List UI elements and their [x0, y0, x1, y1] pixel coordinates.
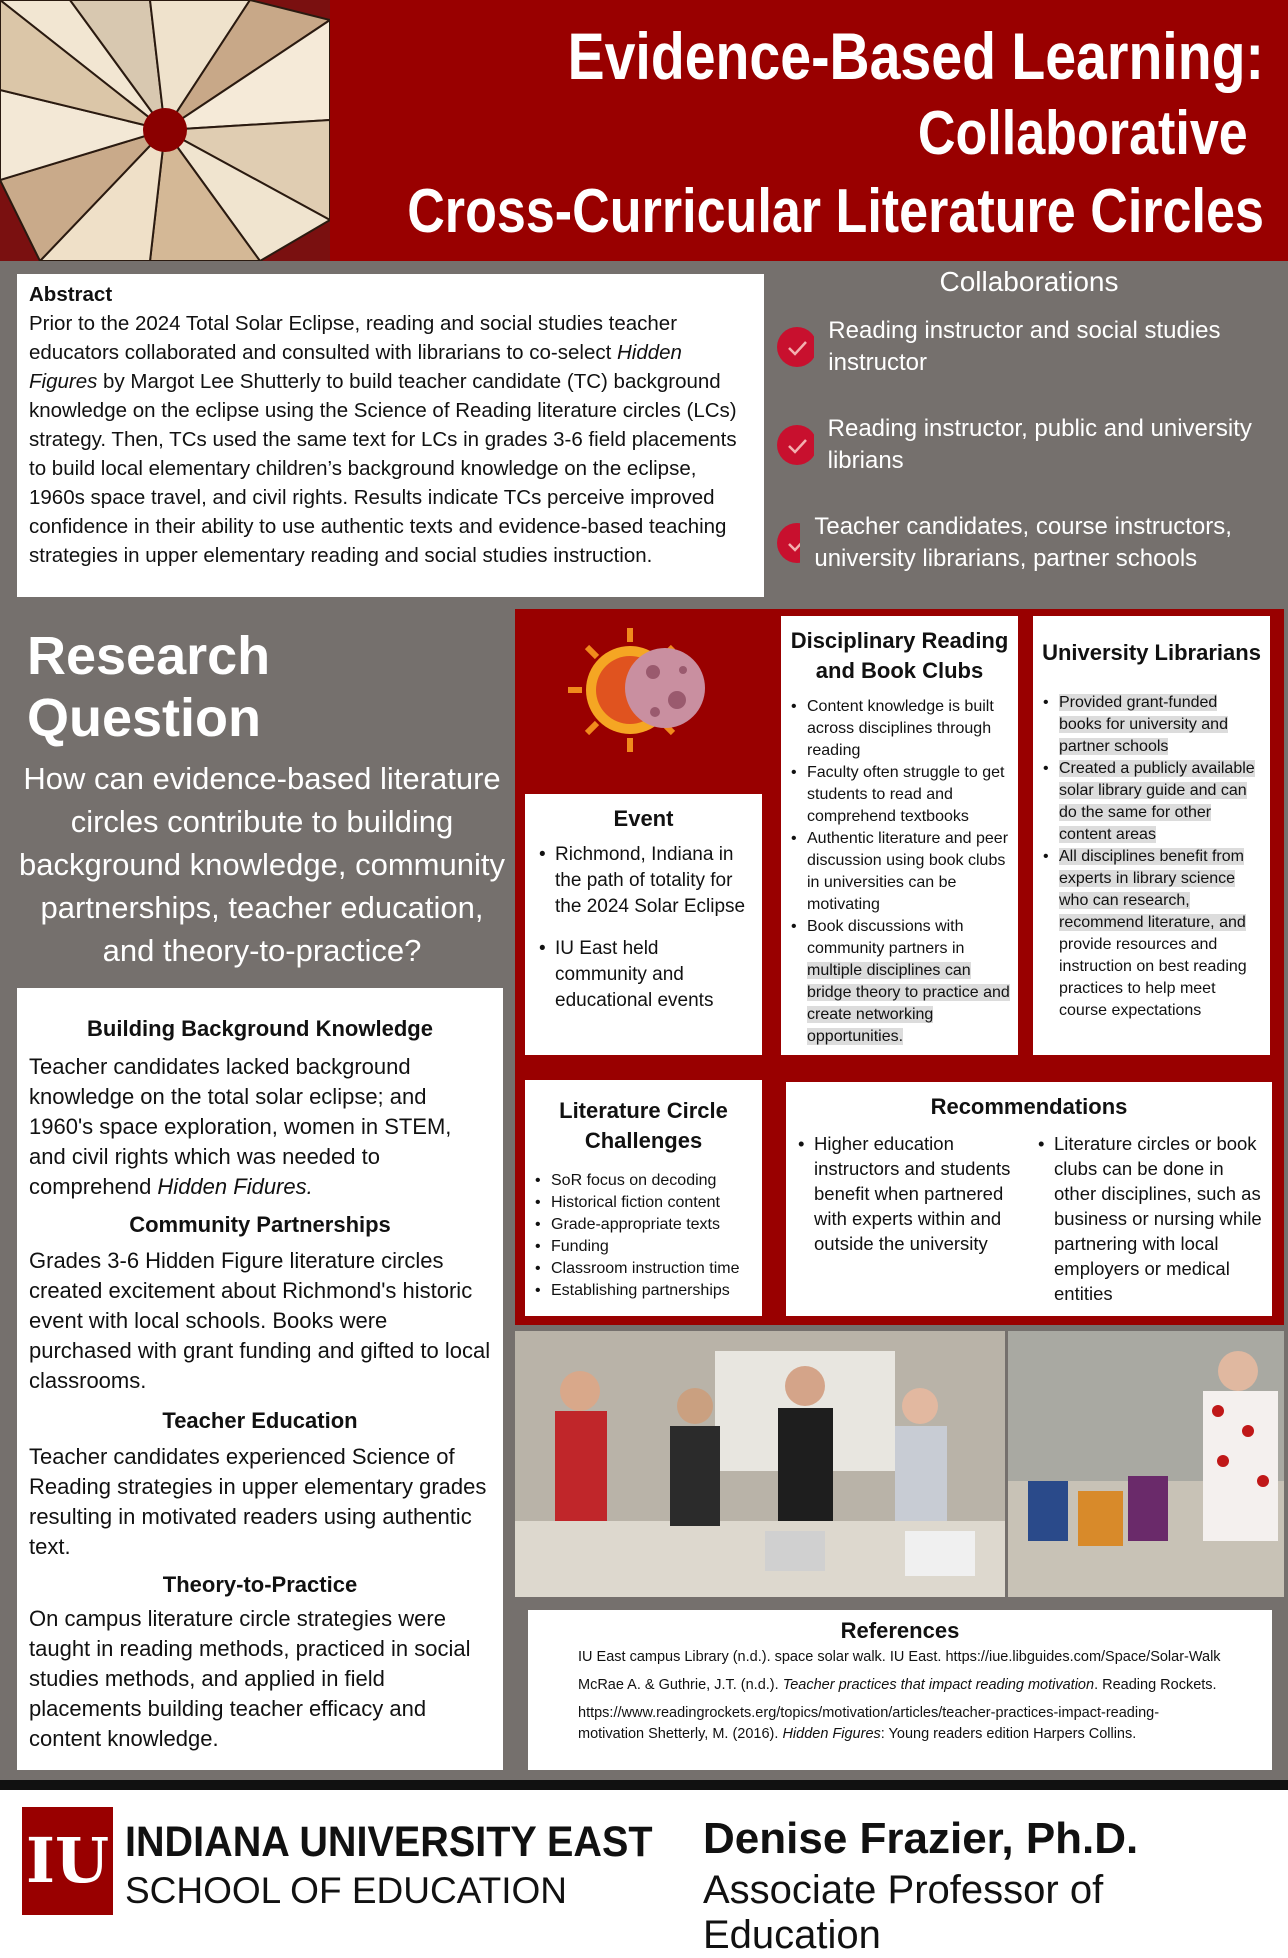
- cp-text: Grades 3-6 Hidden Figure literature circles created excitement about Richmond's historic event with local schools. Books were purchased with grant funding and gifted to local classrooms.: [29, 1248, 491, 1393]
- challenge-item: • Classroom instruction time: [533, 1258, 754, 1280]
- iu-logo: IU: [22, 1807, 113, 1915]
- te-heading: Teacher Education: [162, 1408, 358, 1433]
- librarians-box: [1033, 616, 1270, 1055]
- references-box: [528, 1610, 1272, 1770]
- reference-item: https://www.readingrockets.erg/topics/motivation/articles/teacher-practices-impact-reading-motivation Shetterly, M. (2016). Hidden Figures: Young readers edition Harpers Collins.: [578, 1705, 1160, 1742]
- recommendations-box: [786, 1082, 1272, 1316]
- references-heading: References: [840, 1618, 960, 1643]
- tp-heading: Theory-to-Practice: [162, 1572, 358, 1597]
- abstract-text: Prior to the 2024 Total Solar Eclipse, reading and social studies teacher educators collaborated and consulted with librarians to co-select Hidden Figures by Margot Lee Shutterly to build teacher candidate (TC) background knowledge on the eclipse using the Science of Reading literature circles (LCs) strategy. Then, TCs used the same text for LCs in grades 3-6 field placements to build local elementary children’s background knowledge on the eclipse, 1960s space travel, and civil rights. Results indicate TCs perceive improved confidence in their ability to use authentic texts and evidence-based teaching strategies in upper elementary reading and social studies instruction.: [29, 312, 737, 567]
- university-name: INDIANA UNIVERSITY EAST: [125, 1818, 653, 1866]
- collaboration-text: Reading instructor, public and university librians: [827, 415, 1252, 474]
- challenge-item: • Grade-appropriate texts: [533, 1214, 754, 1236]
- title-line-3: Cross-Curricular Literature Circles: [407, 177, 1264, 246]
- librarian-photo: [1008, 1331, 1284, 1597]
- research-question-text: How can evidence-based literature circles contribute to building background knowledge, community partnerships, teacher education, and theory-to-practice?: [19, 761, 505, 968]
- research-heading: Research Question: [27, 626, 271, 748]
- collaboration-text: Teacher candidates, course instructors, university librarians, partner schools: [814, 513, 1232, 572]
- challenge-item: • Historical fiction content: [533, 1192, 754, 1214]
- bbk-heading: Building Background Knowledge: [87, 1016, 433, 1041]
- collaboration-item: [776, 298, 1282, 396]
- footer: [0, 1790, 1288, 1957]
- librarians-item: • Provided grant-funded books for university and partner schools: [1041, 692, 1262, 758]
- check-circle-icon: [776, 326, 814, 368]
- challenges-box: [525, 1080, 762, 1316]
- abstract-box: [17, 274, 764, 597]
- disciplinary-item: • Faculty often struggle to get students to read and comprehend textbooks: [789, 762, 1010, 828]
- challenges-heading: Literature Circle Challenges: [559, 1098, 728, 1153]
- tp-text: On campus literature circle strategies were taught in reading methods, practiced in social studies methods, and applied in field placements building teacher efficacy and content knowledge.: [29, 1606, 471, 1751]
- disciplinary-item: • Content knowledge is built across disciplines through reading: [789, 696, 1010, 762]
- recommendations-heading: Recommendations: [930, 1094, 1128, 1119]
- challenge-item: • Funding: [533, 1236, 754, 1258]
- collaboration-item: [776, 396, 1282, 494]
- collaborations-heading: Collaborations: [939, 266, 1119, 297]
- author-name: Denise Frazier, Ph.D.: [703, 1814, 1139, 1863]
- disciplinary-item: • Authentic literature and peer discussion using book clubs in universities can be motivating: [789, 828, 1010, 916]
- challenge-item: • Establishing partnerships: [533, 1280, 754, 1302]
- disciplinary-heading: Disciplinary Reading and Book Clubs: [790, 628, 1009, 683]
- reference-item: McRae A. & Guthrie, J.T. (n.d.). Teacher practices that impact reading motivation. Reading Rockets.: [578, 1677, 1217, 1693]
- disciplinary-box: [781, 616, 1018, 1055]
- event-heading: Event: [613, 806, 674, 831]
- students-photo: [515, 1331, 1005, 1597]
- collaborations-panel: [776, 266, 1282, 592]
- librarians-heading: University Librarians: [1042, 640, 1261, 665]
- abstract-heading: Abstract: [29, 283, 113, 306]
- librarians-item: • All disciplines benefit from experts in library science who can research, recommend literature, and provide resources and instruction on best reading practices to help meet course expectations: [1041, 846, 1262, 1022]
- recommendation-item: • Higher education instructors and students benefit when partnered with experts within and outside the university: [796, 1131, 1022, 1306]
- title-line-1: Evidence-Based Learning:: [567, 19, 1264, 93]
- reference-item: IU East campus Library (n.d.). space solar walk. IU East. https://iue.libguides.com/Space/Solar-Walk: [578, 1649, 1221, 1665]
- recommendation-item: • Literature circles or book clubs can be done in other disciplines, such as business or nursing while partnering with local employers or medical entities: [1036, 1131, 1262, 1306]
- check-circle-icon: [776, 424, 814, 466]
- cp-heading: Community Partnerships: [129, 1212, 391, 1237]
- event-box: [525, 794, 762, 1055]
- check-circle-icon: [776, 522, 800, 564]
- bbk-text: Teacher candidates lacked background knowledge on the total solar eclipse; and 1960's space exploration, women in STEM, and civil rights which was needed to comprehend Hidden Fidures.: [29, 1054, 452, 1199]
- challenge-item: • SoR focus on decoding: [533, 1170, 754, 1192]
- author-title: Associate Professor of Education: [703, 1868, 1104, 1957]
- event-item: • Richmond, Indiana in the path of totality for the 2024 Solar Eclipse: [537, 842, 750, 920]
- te-text: Teacher candidates experienced Science of Reading strategies in upper elementary grades resulting in motivated readers using authentic text.: [29, 1444, 487, 1559]
- event-item: • IU East held community and educational events: [537, 936, 750, 1014]
- eclipse-icon: [565, 620, 720, 760]
- footer-divider: [0, 1780, 1288, 1790]
- school-name: SCHOOL OF EDUCATION: [125, 1870, 567, 1911]
- findings-box: [17, 988, 503, 1770]
- title-line-2: Collaborative: [918, 99, 1248, 168]
- poster-header: [0, 0, 1288, 261]
- disciplinary-item: • Book discussions with community partners in multiple disciplines can bridge theory to practice and create networking opportunities.: [789, 916, 1010, 1048]
- books-image: [0, 0, 330, 261]
- research-question: [17, 625, 507, 972]
- collaboration-item: [776, 494, 1282, 592]
- collaboration-text: Reading instructor and social studies instructor: [828, 317, 1221, 376]
- librarians-item: • Created a publicly available solar library guide and can do the same for other content areas: [1041, 758, 1262, 846]
